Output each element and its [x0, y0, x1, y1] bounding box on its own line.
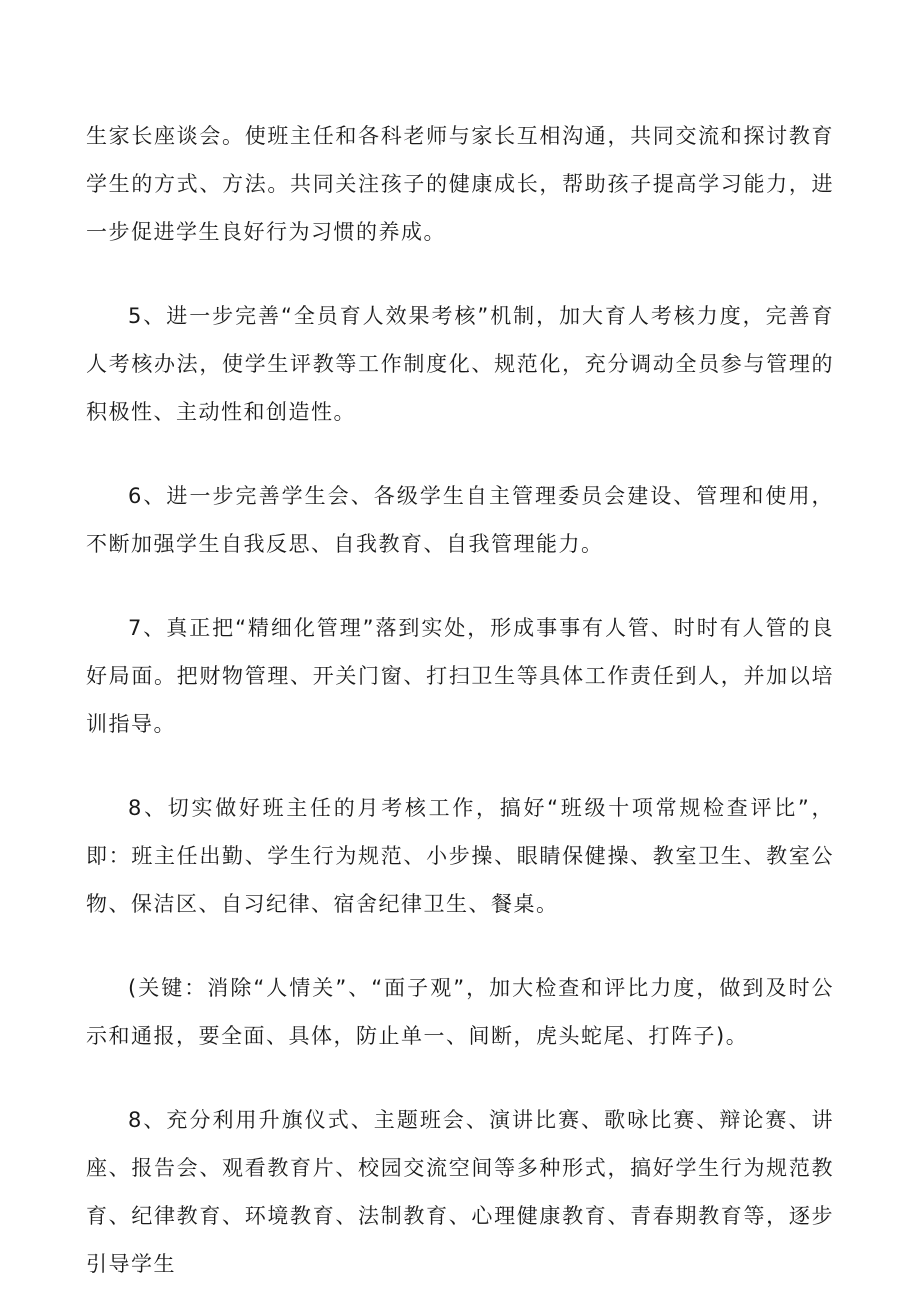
- paragraph-item-8: 8、切实做好班主任的月考核工作，搞好“班级十项常规检查评比”，即：班主任出勤、学生行为规范、小步操、眼睛保健操、教室卫生、教室公物、保洁区、自习纪律、宿舍纪律卫生、餐桌。: [86, 796, 834, 916]
- document-body: [86, 112, 834, 1288]
- paragraph-key-note: (关键：消除“人情关”、“面子观”，加大检查和评比力度，做到及时公示和通报，要全面、具体，防止单一、间断，虎头蛇尾、打阵子)。: [86, 976, 834, 1048]
- paragraph-item-8-second: 8、充分利用升旗仪式、主题班会、演讲比赛、歌咏比赛、辩论赛、讲座、报告会、观看教育片、校园交流空间等多种形式，搞好学生行为规范教育、纪律教育、环境教育、法制教育、心理健康教育、青春期教育等，逐步引导学生: [86, 1108, 834, 1276]
- paragraph-item-5: 5、进一步完善“全员育人效果考核”机制，加大育人考核力度，完善育人考核办法，使学生评教等工作制度化、规范化，充分调动全员参与管理的积极性、主动性和创造性。: [86, 304, 834, 424]
- paragraph-continuation: 生家长座谈会。使班主任和各科老师与家长互相沟通，共同交流和探讨教育学生的方式、方法。共同关注孩子的健康成长，帮助孩子提高学习能力，进一步促进学生良好行为习惯的养成。: [86, 124, 834, 244]
- paragraph-item-7: 7、真正把“精细化管理”落到实处，形成事事有人管、时时有人管的良好局面。把财物管理、开关门窗、打扫卫生等具体工作责任到人，并加以培训指导。: [86, 616, 834, 736]
- paragraph-item-6: 6、进一步完善学生会、各级学生自主管理委员会建设、管理和使用，不断加强学生自我反思、自我教育、自我管理能力。: [86, 484, 834, 556]
